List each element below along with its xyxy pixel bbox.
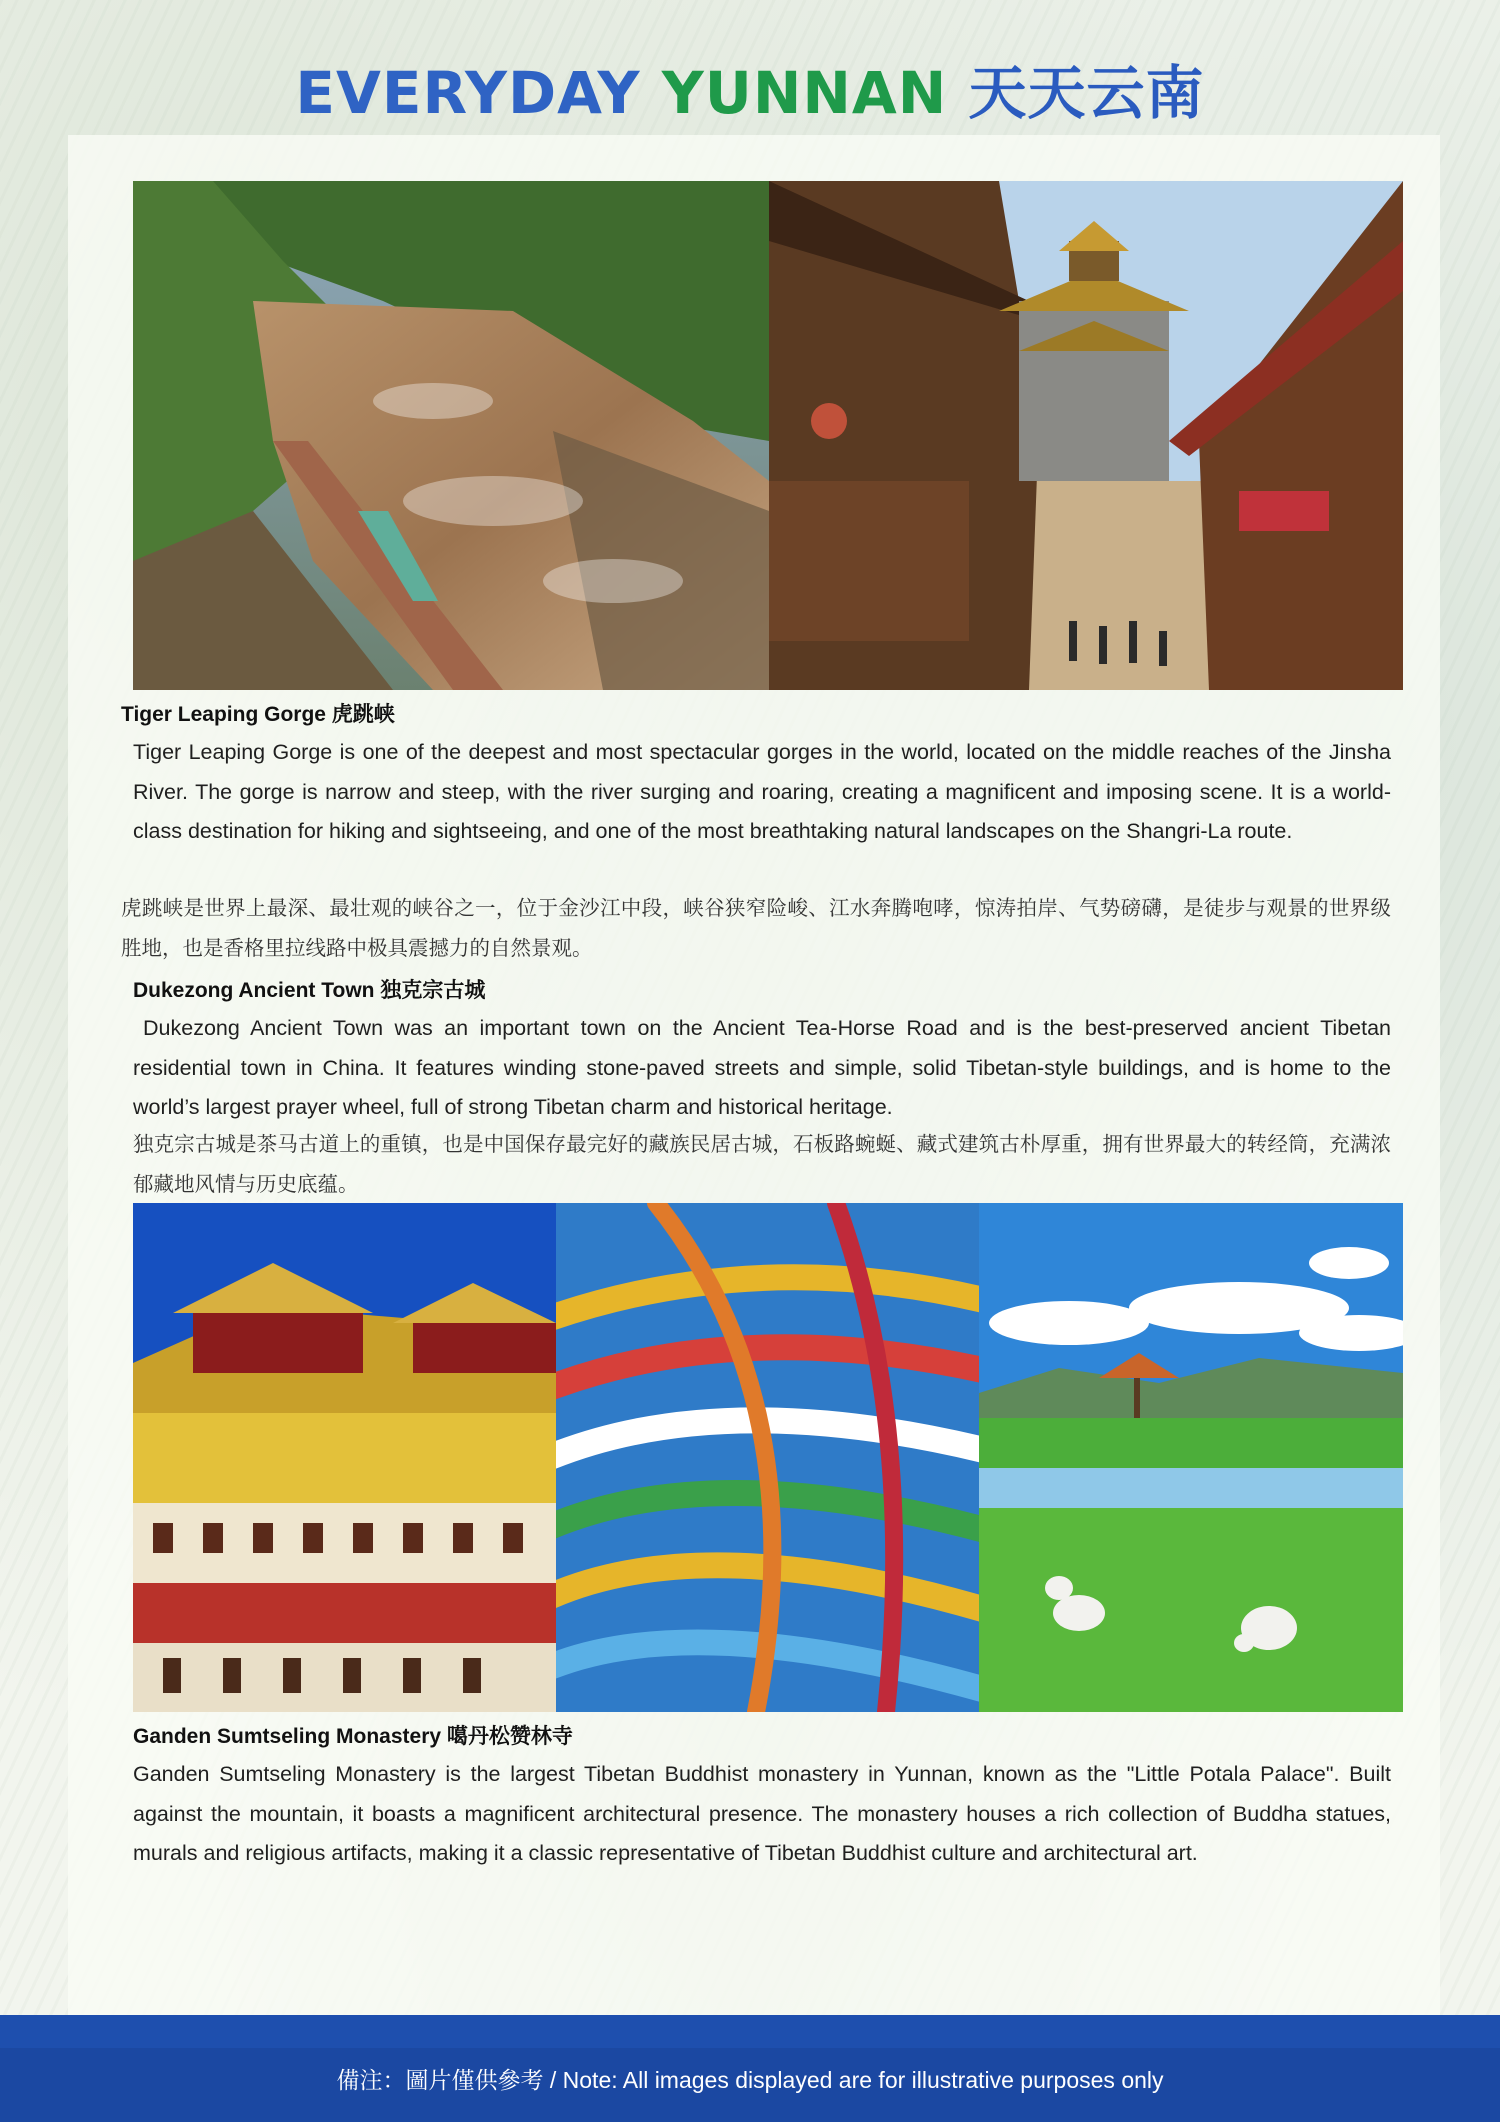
grassland-photo	[979, 1203, 1403, 1712]
prayer-flags-photo	[556, 1203, 979, 1712]
dukezong-street-photo	[769, 181, 1403, 690]
tiger-leaping-gorge-photo	[133, 181, 769, 690]
section-heading-ganden-sumtseling: Ganden Sumtseling Monastery 噶丹松赞林寺	[133, 1725, 573, 1748]
tiger-leaping-gorge-text-en: Tiger Leaping Gorge is one of the deepest and most spectacular gorges in the world, located on the middle reaches of the Jinsha River. The gorge is narrow and steep, with the river surging and roaring, creating a magnificent and imposing scene. It is a world-class destination for hiking and sightseeing, and one of the most breathtaking natural landscapes on the Shangri-La route.	[133, 740, 1391, 843]
ganden-sumtseling-text-en: Ganden Sumtseling Monastery is the largest Tibetan Buddhist monastery in Yunnan, known as the "Little Potala Palace". Built against the mountain, it boasts a magnificent architectural presence. The monastery houses a rich collection of Buddha statues, murals and religious artifacts, making it a classic representative of Tibetan Buddhist culture and architectural art.	[133, 1762, 1391, 1865]
title-yunnan: YUNNAN	[661, 59, 948, 127]
section-heading-tiger-leaping-gorge: Tiger Leaping Gorge 虎跳峡	[121, 703, 395, 726]
title-chinese: 天天云南	[968, 59, 1205, 127]
footer-note: 備注：圖片僅供參考 / Note: All images displayed are for illustrative purposes only	[336, 2067, 1164, 2093]
page-title	[0, 58, 1500, 128]
monastery-photo	[133, 1203, 556, 1712]
tiger-leaping-gorge-text-zh: 虎跳峡是世界上最深、最壮观的峡谷之一，位于金沙江中段，峡谷狭窄险峻、江水奔腾咆哮，惊涛拍岸、气势磅礴，是徒步与观景的世界级胜地，也是香格里拉线路中极具震撼力的自然景观。	[121, 896, 1391, 960]
section-heading-dukezong: Dukezong Ancient Town 独克宗古城	[133, 979, 486, 1002]
dukezong-text-en: Dukezong Ancient Town was an important town on the Ancient Tea-Horse Road and is the best-preserved ancient Tibetan residential town in China. It features winding stone-paved streets and simple, solid Tibetan-style buildings, and is home to the world’s largest prayer wheel, full of strong Tibetan charm and historical heritage.	[133, 1016, 1391, 1119]
footer-bar	[0, 2015, 1500, 2122]
dukezong-text-zh: 独克宗古城是茶马古道上的重镇，也是中国保存最完好的藏族民居古城，石板路蜿蜒、藏式建筑古朴厚重，拥有世界最大的转经筒，充满浓郁藏地风情与历史底蕴。	[133, 1132, 1391, 1196]
title-everyday: EVERYDAY	[295, 59, 641, 127]
